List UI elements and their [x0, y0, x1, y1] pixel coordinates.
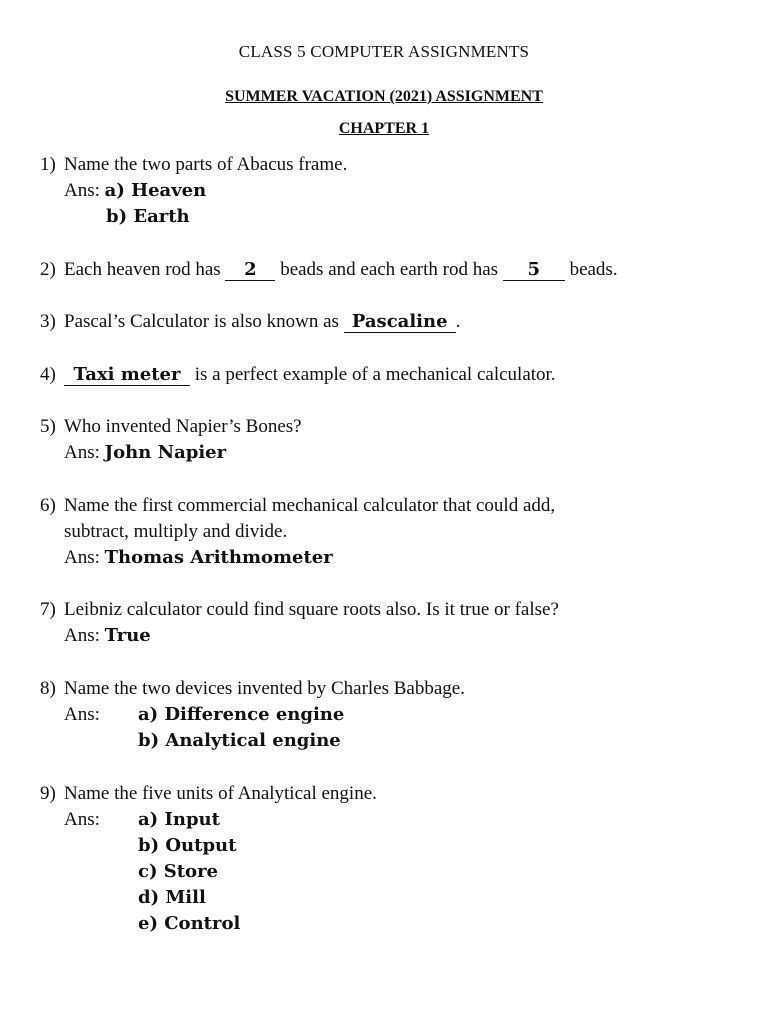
- question-text: [64, 363, 556, 387]
- doc-subtitle: SUMMER VACATION (2021) ASSIGNMENT: [225, 88, 543, 105]
- question-text-continued: subtract, multiply and divide.: [64, 521, 288, 542]
- question-text: Who invented Napier’s Bones?: [64, 416, 302, 437]
- answer-option-a: a) Heaven: [104, 180, 207, 201]
- answer-option-b: b) Earth: [106, 206, 190, 227]
- text-part: .: [455, 311, 461, 332]
- text-part: beads and each earth rod has: [275, 259, 503, 280]
- ans-label: Ans:: [64, 625, 100, 646]
- ans-label: Ans:: [64, 547, 100, 568]
- answer-text: Thomas Arithmometer: [104, 547, 333, 568]
- text-part: is a perfect example of a mechanical calculator.: [190, 364, 556, 385]
- answer-1: [64, 179, 206, 203]
- ans-label: Ans:: [64, 704, 100, 725]
- fill-blank: 2: [225, 260, 275, 281]
- question-number: 5): [40, 416, 56, 437]
- ans-label: Ans:: [64, 442, 100, 463]
- question-number: 8): [40, 678, 56, 699]
- question-number: 6): [40, 495, 56, 516]
- answer-option-e: e) Control: [138, 913, 241, 934]
- question-number: 7): [40, 599, 56, 620]
- question-text: Name the two devices invented by Charles Babbage.: [64, 678, 465, 699]
- text-part: beads.: [564, 259, 618, 280]
- question-text: Name the first commercial mechanical calculator that could add,: [64, 495, 556, 516]
- answer-option-b: b) Output: [138, 835, 237, 856]
- ans-label: Ans:: [64, 180, 100, 201]
- text-part: Pascal’s Calculator is also known as: [64, 311, 344, 332]
- answer-option-c: c) Store: [138, 861, 218, 882]
- answer-option-d: d) Mill: [138, 887, 206, 908]
- answer-text: True: [104, 625, 151, 646]
- answer-6: [64, 546, 333, 570]
- fill-blank: Taxi meter: [64, 365, 190, 386]
- question-text: [64, 310, 460, 334]
- question-text: [64, 258, 618, 282]
- doc-title: CLASS 5 COMPUTER ASSIGNMENTS: [238, 42, 530, 61]
- question-number: 9): [40, 783, 56, 804]
- answer-option-a: a) Input: [138, 809, 220, 830]
- question-number: 3): [40, 311, 56, 332]
- answer-text: John Napier: [104, 442, 227, 463]
- answer-option-a: a) Difference engine: [138, 704, 345, 725]
- question-text: Name the five units of Analytical engine.: [64, 783, 377, 804]
- question-number: 4): [40, 364, 56, 385]
- fill-blank: Pascaline: [344, 312, 456, 333]
- question-text: Name the two parts of Abacus frame.: [64, 154, 348, 175]
- question-text: Leibniz calculator could find square roots also. Is it true or false?: [64, 599, 559, 620]
- text-part: Each heaven rod has: [64, 259, 226, 280]
- question-number: 2): [40, 259, 56, 280]
- fill-blank: 5: [503, 260, 565, 281]
- ans-label: Ans:: [64, 809, 100, 830]
- answer-7: [64, 624, 151, 648]
- question-number: 1): [40, 154, 56, 175]
- chapter-heading: CHAPTER 1: [338, 120, 430, 137]
- answer-5: [64, 441, 226, 465]
- answer-option-b: b) Analytical engine: [138, 730, 341, 751]
